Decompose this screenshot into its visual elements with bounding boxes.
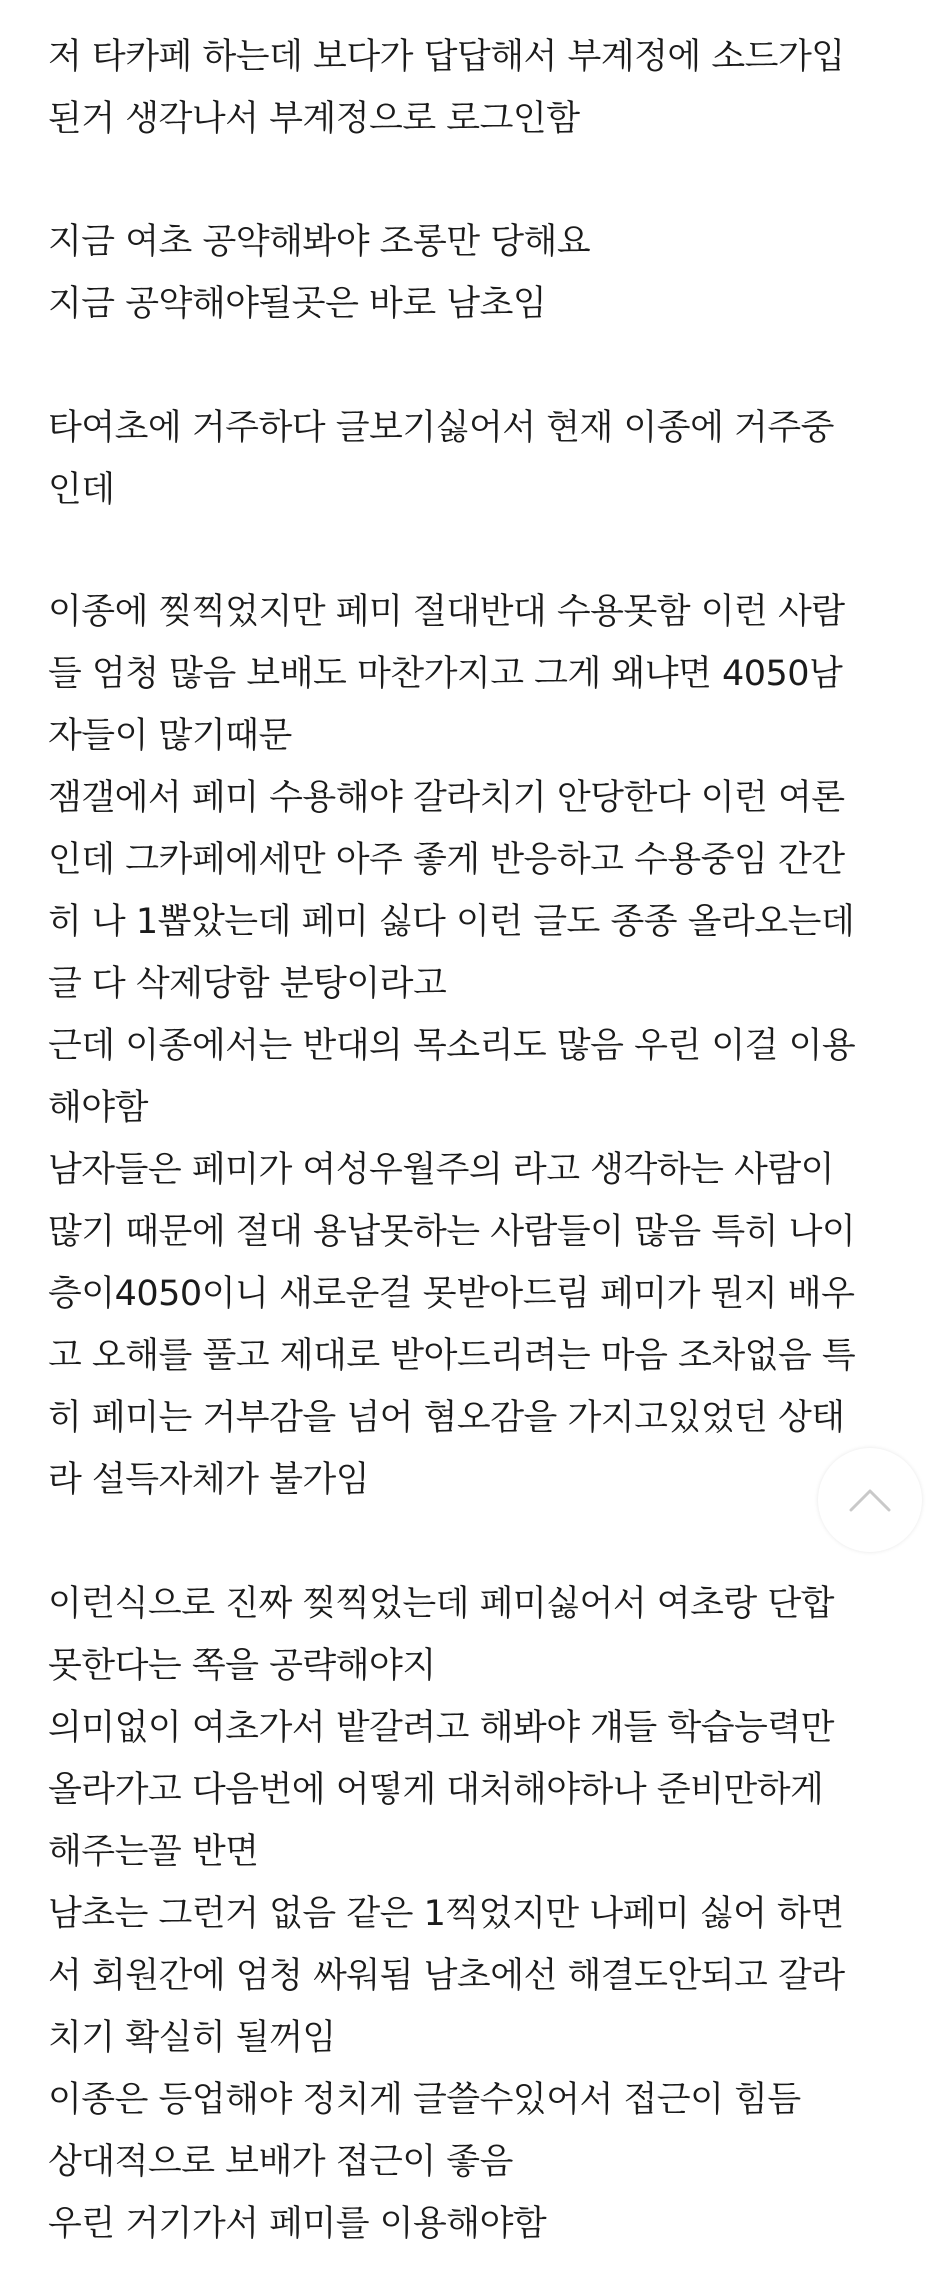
post-line: 글 다 삭제당함 분탕이라고 [48,964,447,1004]
post-line: 우린 거기가서 페미를 이용해야함 [48,2204,547,2244]
post-line: 라 설득자체가 불가임 [48,1460,370,1500]
post-line: 상대적으로 보배가 접근이 좋음 [48,2142,513,2182]
post-line: 치기 확실히 될꺼임 [48,2018,336,2058]
post-line: 남자들은 페미가 여성우월주의 라고 생각하는 사람이 [48,1150,834,1190]
post-line: 들 엄청 많음 보배도 마찬가지고 그게 왜냐면 4050남 [48,654,843,694]
post-line: 이런식으로 진짜 찢찍었는데 페미싫어서 여초랑 단합 [48,1584,834,1624]
post-line: 잼갤에서 페미 수용해야 갈라치기 안당한다 이런 여론 [48,778,845,818]
post-line: 지금 공약해야될곳은 바로 남초임 [48,284,547,324]
post-line: 자들이 많기때문 [48,716,292,756]
post-line: 인데 [48,470,115,510]
post-line: 히 나 1뽑았는데 페미 싫다 이런 글도 종종 올라오는데 [48,902,855,942]
post-line: 된거 생각나서 부계정으로 로그인함 [48,99,580,139]
post-line: 많기 때문에 절대 용납못하는 사람들이 많음 특히 나이 [48,1212,856,1252]
post-line: 저 타카페 하는데 보다가 답답해서 부계정에 소드가입 [48,37,845,77]
post-line: 해야함 [48,1088,148,1128]
post-line: 못한다는 쪽을 공략해야지 [48,1646,436,1686]
chevron-up-icon [848,1487,892,1513]
post-line: 지금 여초 공약해봐야 조롱만 당해요 [48,222,591,262]
post-line: 올라가고 다음번에 어떻게 대처해야하나 준비만하게 [48,1770,824,1810]
post-line: 층이4050이니 새로운걸 못받아드림 페미가 뭔지 배우 [48,1274,855,1314]
post-line: 이종에 찢찍었지만 페미 절대반대 수용못함 이런 사람 [48,592,845,632]
post-line: 히 페미는 거부감을 넘어 혐오감을 가지고있었던 상태 [48,1398,845,1438]
post-line: 의미없이 여초가서 밭갈려고 해봐야 걔들 학습능력만 [48,1708,834,1748]
post-line: 고 오해를 풀고 제대로 받아드리려는 마음 조차없음 특 [48,1336,856,1376]
post-line: 근데 이종에서는 반대의 목소리도 많음 우린 이걸 이용 [48,1026,856,1066]
post-line: 타여초에 거주하다 글보기싫어서 현재 이종에 거주중 [48,408,834,448]
post-line: 남초는 그런거 없음 같은 1찍었지만 나페미 싫어 하면 [48,1894,844,1934]
post-line: 서 회원간에 엄청 싸워됨 남초에선 해결도안되고 갈라 [48,1956,845,1996]
post-line: 인데 그카페에세만 아주 좋게 반응하고 수용중임 간간 [48,840,845,880]
post-line: 해주는꼴 반면 [48,1832,259,1872]
post-line: 이종은 등업해야 정치게 글쓸수있어서 접근이 힘듬 [48,2080,801,2120]
scroll-to-top-button[interactable] [818,1448,922,1552]
